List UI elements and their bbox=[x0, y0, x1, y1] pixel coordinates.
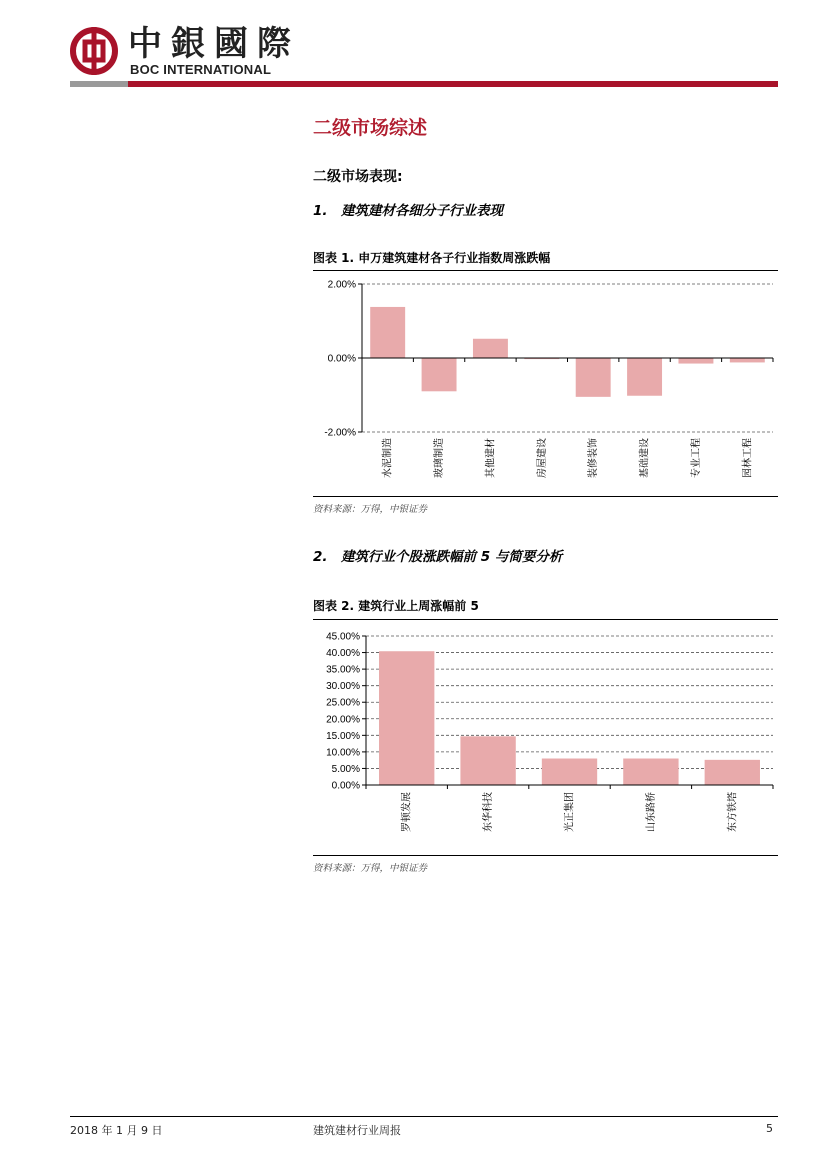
figure2-chart bbox=[313, 622, 778, 854]
x-category-label: 东华科技 bbox=[483, 792, 495, 832]
x-category-label: 玻璃制造 bbox=[434, 438, 446, 478]
x-category-label: 专业工程 bbox=[690, 438, 702, 478]
x-category-label: 装修装饰 bbox=[588, 438, 600, 478]
bar bbox=[627, 358, 662, 396]
footer-line bbox=[70, 1116, 778, 1117]
x-category-label: 光正集团 bbox=[564, 792, 576, 832]
header-bar-red bbox=[128, 81, 778, 87]
y-tick-label: 45.00% bbox=[326, 631, 360, 643]
bar bbox=[678, 358, 713, 364]
x-category-label: 罗顿发展 bbox=[401, 792, 413, 832]
section-title: 二级市场综述 bbox=[313, 117, 428, 139]
logo-chinese-name: 中銀國際 bbox=[128, 24, 300, 64]
bar bbox=[379, 651, 434, 785]
y-tick-label: 20.00% bbox=[326, 714, 360, 726]
x-category-label: 山东路桥 bbox=[645, 792, 657, 832]
header-bar-grey bbox=[70, 81, 128, 87]
footer-report-name: 建筑建材行业周报 bbox=[313, 1124, 401, 1137]
footer-page-number: 5 bbox=[766, 1122, 773, 1135]
y-tick-label: 35.00% bbox=[326, 664, 360, 676]
y-tick-label: 0.00% bbox=[331, 780, 360, 792]
figure1-top-rule bbox=[313, 270, 778, 271]
y-tick-label: 0.00% bbox=[327, 353, 356, 365]
x-category-label: 其他建材 bbox=[485, 438, 497, 478]
figure1-chart bbox=[313, 272, 778, 494]
bar bbox=[730, 358, 765, 362]
bar bbox=[705, 760, 760, 785]
bar bbox=[460, 736, 515, 785]
bar bbox=[370, 307, 405, 358]
x-category-label: 基础建设 bbox=[639, 438, 651, 478]
figure2-source: 资料来源：万得，中银证券 bbox=[313, 863, 428, 874]
x-category-label: 园林工程 bbox=[742, 438, 754, 478]
bar bbox=[473, 339, 508, 358]
bar bbox=[422, 358, 457, 391]
figure1-source: 资料来源：万得，中银证券 bbox=[313, 504, 428, 515]
y-tick-label: 30.00% bbox=[326, 681, 360, 693]
bar bbox=[576, 358, 611, 397]
figure2-top-rule bbox=[313, 619, 778, 620]
sub-title: 二级市场表现: bbox=[313, 169, 403, 185]
figure2-title: 图表 2. 建筑行业上周涨幅前 5 bbox=[313, 599, 479, 613]
y-tick-label: 2.00% bbox=[327, 279, 356, 291]
item1-title: 1. 建筑建材各细分子行业表现 bbox=[313, 203, 504, 219]
x-category-label: 东方铁塔 bbox=[727, 792, 739, 832]
y-tick-label: 25.00% bbox=[326, 697, 360, 709]
figure2-bottom-rule bbox=[313, 855, 778, 856]
figure1-bottom-rule bbox=[313, 496, 778, 497]
figure1-title: 图表 1. 申万建筑建材各子行业指数周涨跌幅 bbox=[313, 251, 551, 265]
y-tick-label: 5.00% bbox=[331, 763, 360, 775]
boc-logo-icon bbox=[70, 27, 118, 75]
bar bbox=[623, 759, 678, 785]
x-category-label: 房屋建设 bbox=[536, 438, 548, 478]
logo-english-name: BOC INTERNATIONAL bbox=[130, 62, 272, 77]
x-category-label: 水泥制造 bbox=[382, 438, 394, 478]
y-tick-label: -2.00% bbox=[324, 427, 356, 439]
y-tick-label: 15.00% bbox=[326, 730, 360, 742]
footer-date: 2018 年 1 月 9 日 bbox=[70, 1124, 163, 1137]
y-tick-label: 40.00% bbox=[326, 648, 360, 660]
y-tick-label: 10.00% bbox=[326, 747, 360, 759]
bar bbox=[542, 759, 597, 785]
item2-title: 2. 建筑行业个股涨跌幅前 5 与简要分析 bbox=[313, 549, 563, 565]
